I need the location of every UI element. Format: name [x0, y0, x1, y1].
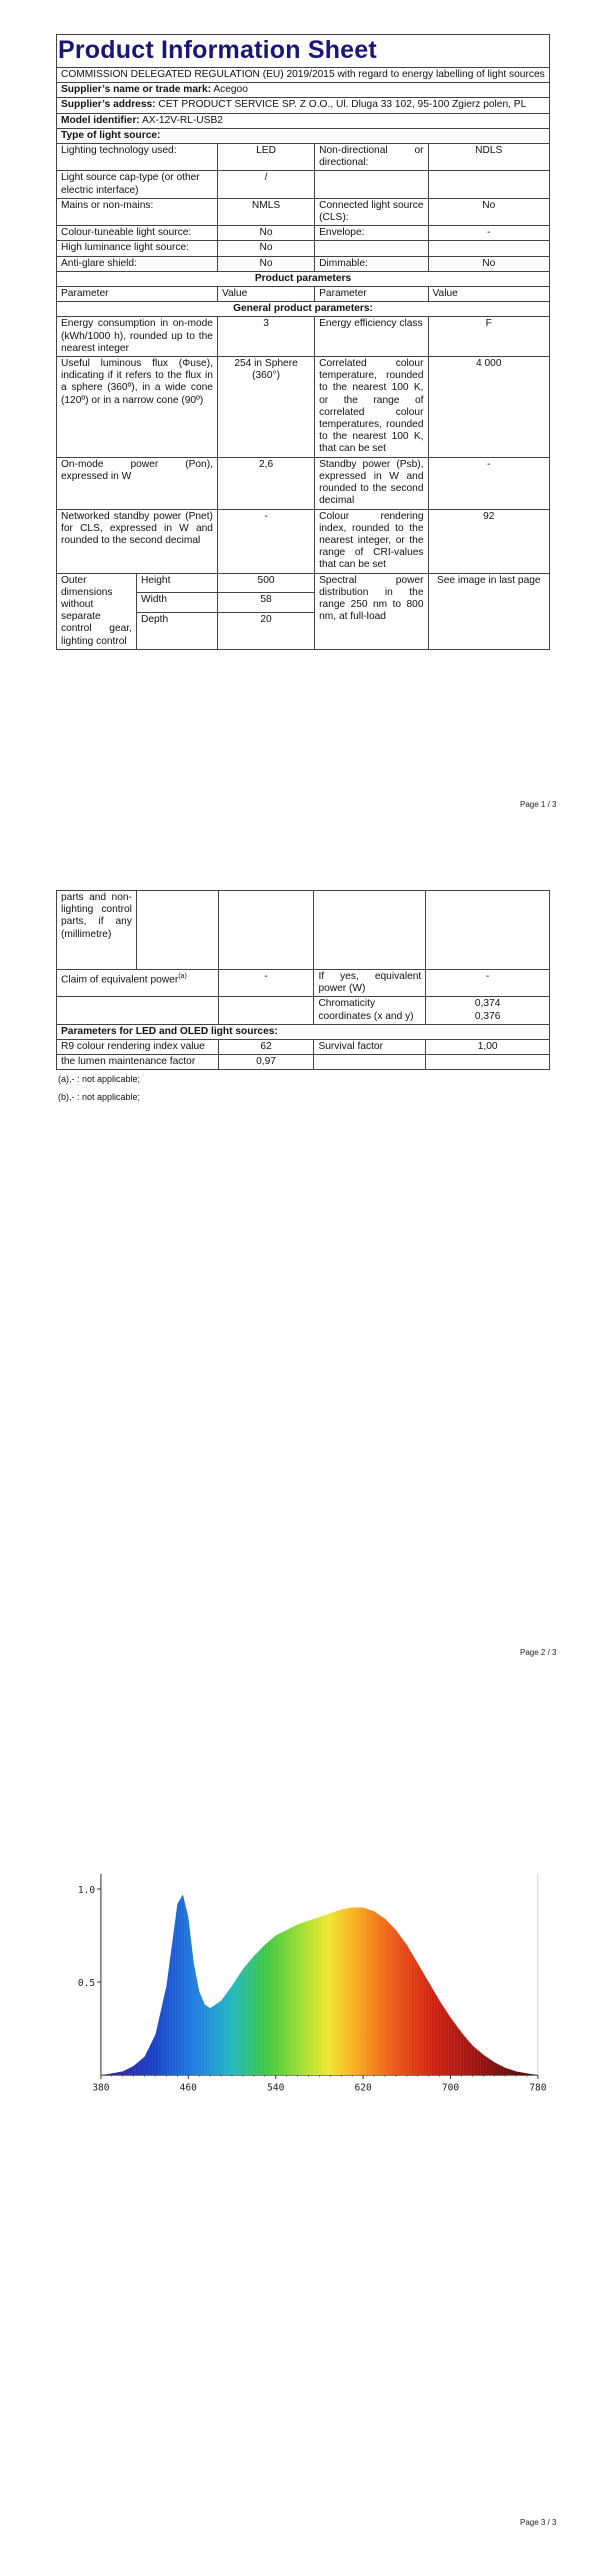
type-label-2: [315, 171, 428, 198]
type-label-2: Envelope:: [315, 226, 428, 241]
type-row: [57, 144, 550, 171]
x-tick-label: 780: [529, 2082, 547, 2094]
model-row: [57, 113, 550, 128]
r9-value: 62: [218, 1040, 314, 1055]
type-value: NMLS: [217, 198, 314, 225]
type-label: Colour-tuneable light source:: [57, 226, 218, 241]
depth-value: 20: [217, 612, 314, 649]
param-row: [57, 1040, 550, 1055]
type-value-2: No: [428, 256, 550, 271]
param-label: Energy consumption in on-mode (kWh/1000 h), rounded up to the nearest integer: [57, 317, 218, 357]
dimensions-label: Outer dimensions without separate control gear, lighting control: [57, 573, 137, 649]
page-3: [0, 1760, 603, 2560]
type-row: [57, 241, 550, 256]
spd-label: Spectral power distribution in the range 250 nm to 800 nm, at full-load: [315, 573, 428, 649]
supplier-name-row: [57, 83, 550, 98]
param-value: -: [217, 509, 314, 573]
spd-value: See image in last page: [428, 573, 550, 649]
type-row: [57, 198, 550, 225]
column-header-row: [57, 287, 550, 302]
type-value: No: [217, 241, 314, 256]
equiv-value: -: [426, 970, 550, 997]
x-tick-label: 700: [441, 2082, 460, 2094]
param-row: [57, 1055, 550, 1070]
supplier-address-value: CET PRODUCT SERVICE SP. Z O.O., Ul. Dluga 33 102, 95-100 Zgierz polen, PL: [158, 99, 527, 111]
x-tick-label: 620: [354, 2082, 372, 2094]
dimensions-label-continued: parts and non-lighting control parts, if any (millimetre): [57, 891, 137, 970]
param-value-2: F: [428, 317, 550, 357]
dimension-row-continued: [57, 891, 550, 970]
led-params-heading: Parameters for LED and OLED light sources:: [57, 1024, 550, 1039]
page-2: [0, 880, 603, 1700]
type-value: /: [217, 171, 314, 198]
type-value-2: -: [428, 226, 550, 241]
type-label: High luminance light source:: [57, 241, 218, 256]
col-value-2: Value: [428, 287, 550, 302]
equiv-label: If yes, equivalent power (W): [314, 970, 426, 997]
param-label: Useful luminous flux (Φuse), indicating if it refers to the flux in a sphere (360º), in a wide cone (120º) or in a narrow cone (90º): [57, 357, 218, 458]
supplier-address-row: [57, 98, 550, 113]
r9-label: R9 colour rendering index value: [57, 1040, 219, 1055]
type-value-2: No: [428, 198, 550, 225]
type-value-2: [428, 171, 550, 198]
supplier-name-value: Acegoo: [213, 84, 248, 96]
type-value: LED: [217, 144, 314, 171]
type-label-2: [315, 241, 428, 256]
param-row: [57, 509, 550, 573]
type-label-2: Non-directional or directional:: [315, 144, 428, 171]
type-value-2: [428, 241, 550, 256]
regulation-text: COMMISSION DELEGATED REGULATION (EU) 2019/2015 with regard to energy labelling of light sources: [57, 68, 550, 83]
type-heading: Type of light source:: [57, 128, 550, 143]
spectrum-chart: [56, 1872, 556, 2102]
param-label: Networked standby power (Pnet) for CLS, expressed in W and rounded to the second decimal: [57, 509, 218, 573]
type-label-2: Dimmable:: [315, 256, 428, 271]
width-value: 58: [217, 593, 314, 613]
param-value-2: 4 000: [428, 357, 550, 458]
page-number: Page 1 / 3: [520, 800, 557, 809]
supplier-address-label: Supplier’s address:: [61, 99, 156, 111]
param-label: On-mode power (Pon), expressed in W: [57, 457, 218, 509]
product-params-heading: Product parameters: [57, 271, 550, 286]
survival-label: Survival factor: [314, 1040, 426, 1055]
y-tick-label: 1.0: [77, 1884, 96, 1896]
param-row: [57, 997, 550, 1024]
param-row: [57, 317, 550, 357]
type-row: [57, 256, 550, 271]
info-table: [56, 34, 550, 650]
x-tick-label: 540: [267, 2082, 285, 2094]
depth-label: Depth: [136, 612, 217, 649]
param-label-2: Standby power (Psb), expressed in W and rounded to the second decimal: [315, 457, 428, 509]
param-label-2: Colour rendering index, rounded to the nearest integer, or the range of CRI-values that can be set: [315, 509, 428, 573]
param-value-2: 92: [428, 509, 550, 573]
col-value: Value: [217, 287, 314, 302]
dimension-row: [57, 573, 550, 593]
width-label: Width: [136, 593, 217, 613]
model-value: AX-12V-RL-USB2: [141, 114, 223, 126]
param-row: [57, 970, 550, 997]
param-value: 254 in Sphere (360°): [217, 357, 314, 458]
footnote-a: (a),- : not applicable;: [58, 1074, 141, 1084]
param-row: [57, 457, 550, 509]
type-label: Anti-glare shield:: [57, 256, 218, 271]
page-number: Page 2 / 3: [520, 1648, 557, 1657]
param-value: 3: [217, 317, 314, 357]
type-label: Light source cap-type (or other electric interface): [57, 171, 218, 198]
info-table-continued: [56, 890, 550, 1070]
footnote-b: (b),- : not applicable;: [58, 1092, 141, 1102]
param-value: 2,6: [217, 457, 314, 509]
lumen-value: 0,97: [218, 1055, 314, 1070]
chromaticity-value: 0,374 0,376: [426, 997, 550, 1024]
y-tick-label: 0.5: [77, 1977, 96, 1989]
type-value: No: [217, 226, 314, 241]
page-1: [0, 0, 603, 809]
param-label-2: Correlated colour temperature, rounded to the nearest 100 K, or the range of correlated colour temperatures, rounded to the nearest 100 K, that can be set: [315, 357, 428, 458]
type-value: No: [217, 256, 314, 271]
supplier-name-label: Supplier’s name or trade mark:: [61, 84, 212, 96]
col-parameter-2: Parameter: [315, 287, 428, 302]
model-label: Model identifier:: [61, 114, 140, 126]
lumen-label: the lumen maintenance factor: [57, 1055, 219, 1070]
x-tick-label: 380: [92, 2082, 110, 2094]
type-label: Mains or non-mains:: [57, 198, 218, 225]
claim-value: -: [218, 970, 314, 997]
survival-value: 1,00: [426, 1040, 550, 1055]
type-value-2: NDLS: [428, 144, 550, 171]
general-params-heading: General product parameters:: [57, 302, 550, 317]
page-title: Product Information Sheet: [58, 36, 377, 64]
type-row: [57, 171, 550, 198]
claim-label: Claim of equivalent power$^{(a)}$: [57, 970, 219, 997]
x-tick-label: 460: [179, 2082, 197, 2094]
chromaticity-label: Chromaticity coordinates (x and y): [314, 997, 426, 1024]
type-row: [57, 226, 550, 241]
col-parameter: Parameter: [57, 287, 218, 302]
param-row: [57, 357, 550, 458]
type-label: Lighting technology used:: [57, 144, 218, 171]
param-value-2: -: [428, 457, 550, 509]
type-label-2: Connected light source (CLS):: [315, 198, 428, 225]
height-label: Height: [136, 573, 217, 593]
param-label-2: Energy efficiency class: [315, 317, 428, 357]
page-number: Page 3 / 3: [520, 2518, 557, 2527]
height-value: 500: [217, 573, 314, 593]
